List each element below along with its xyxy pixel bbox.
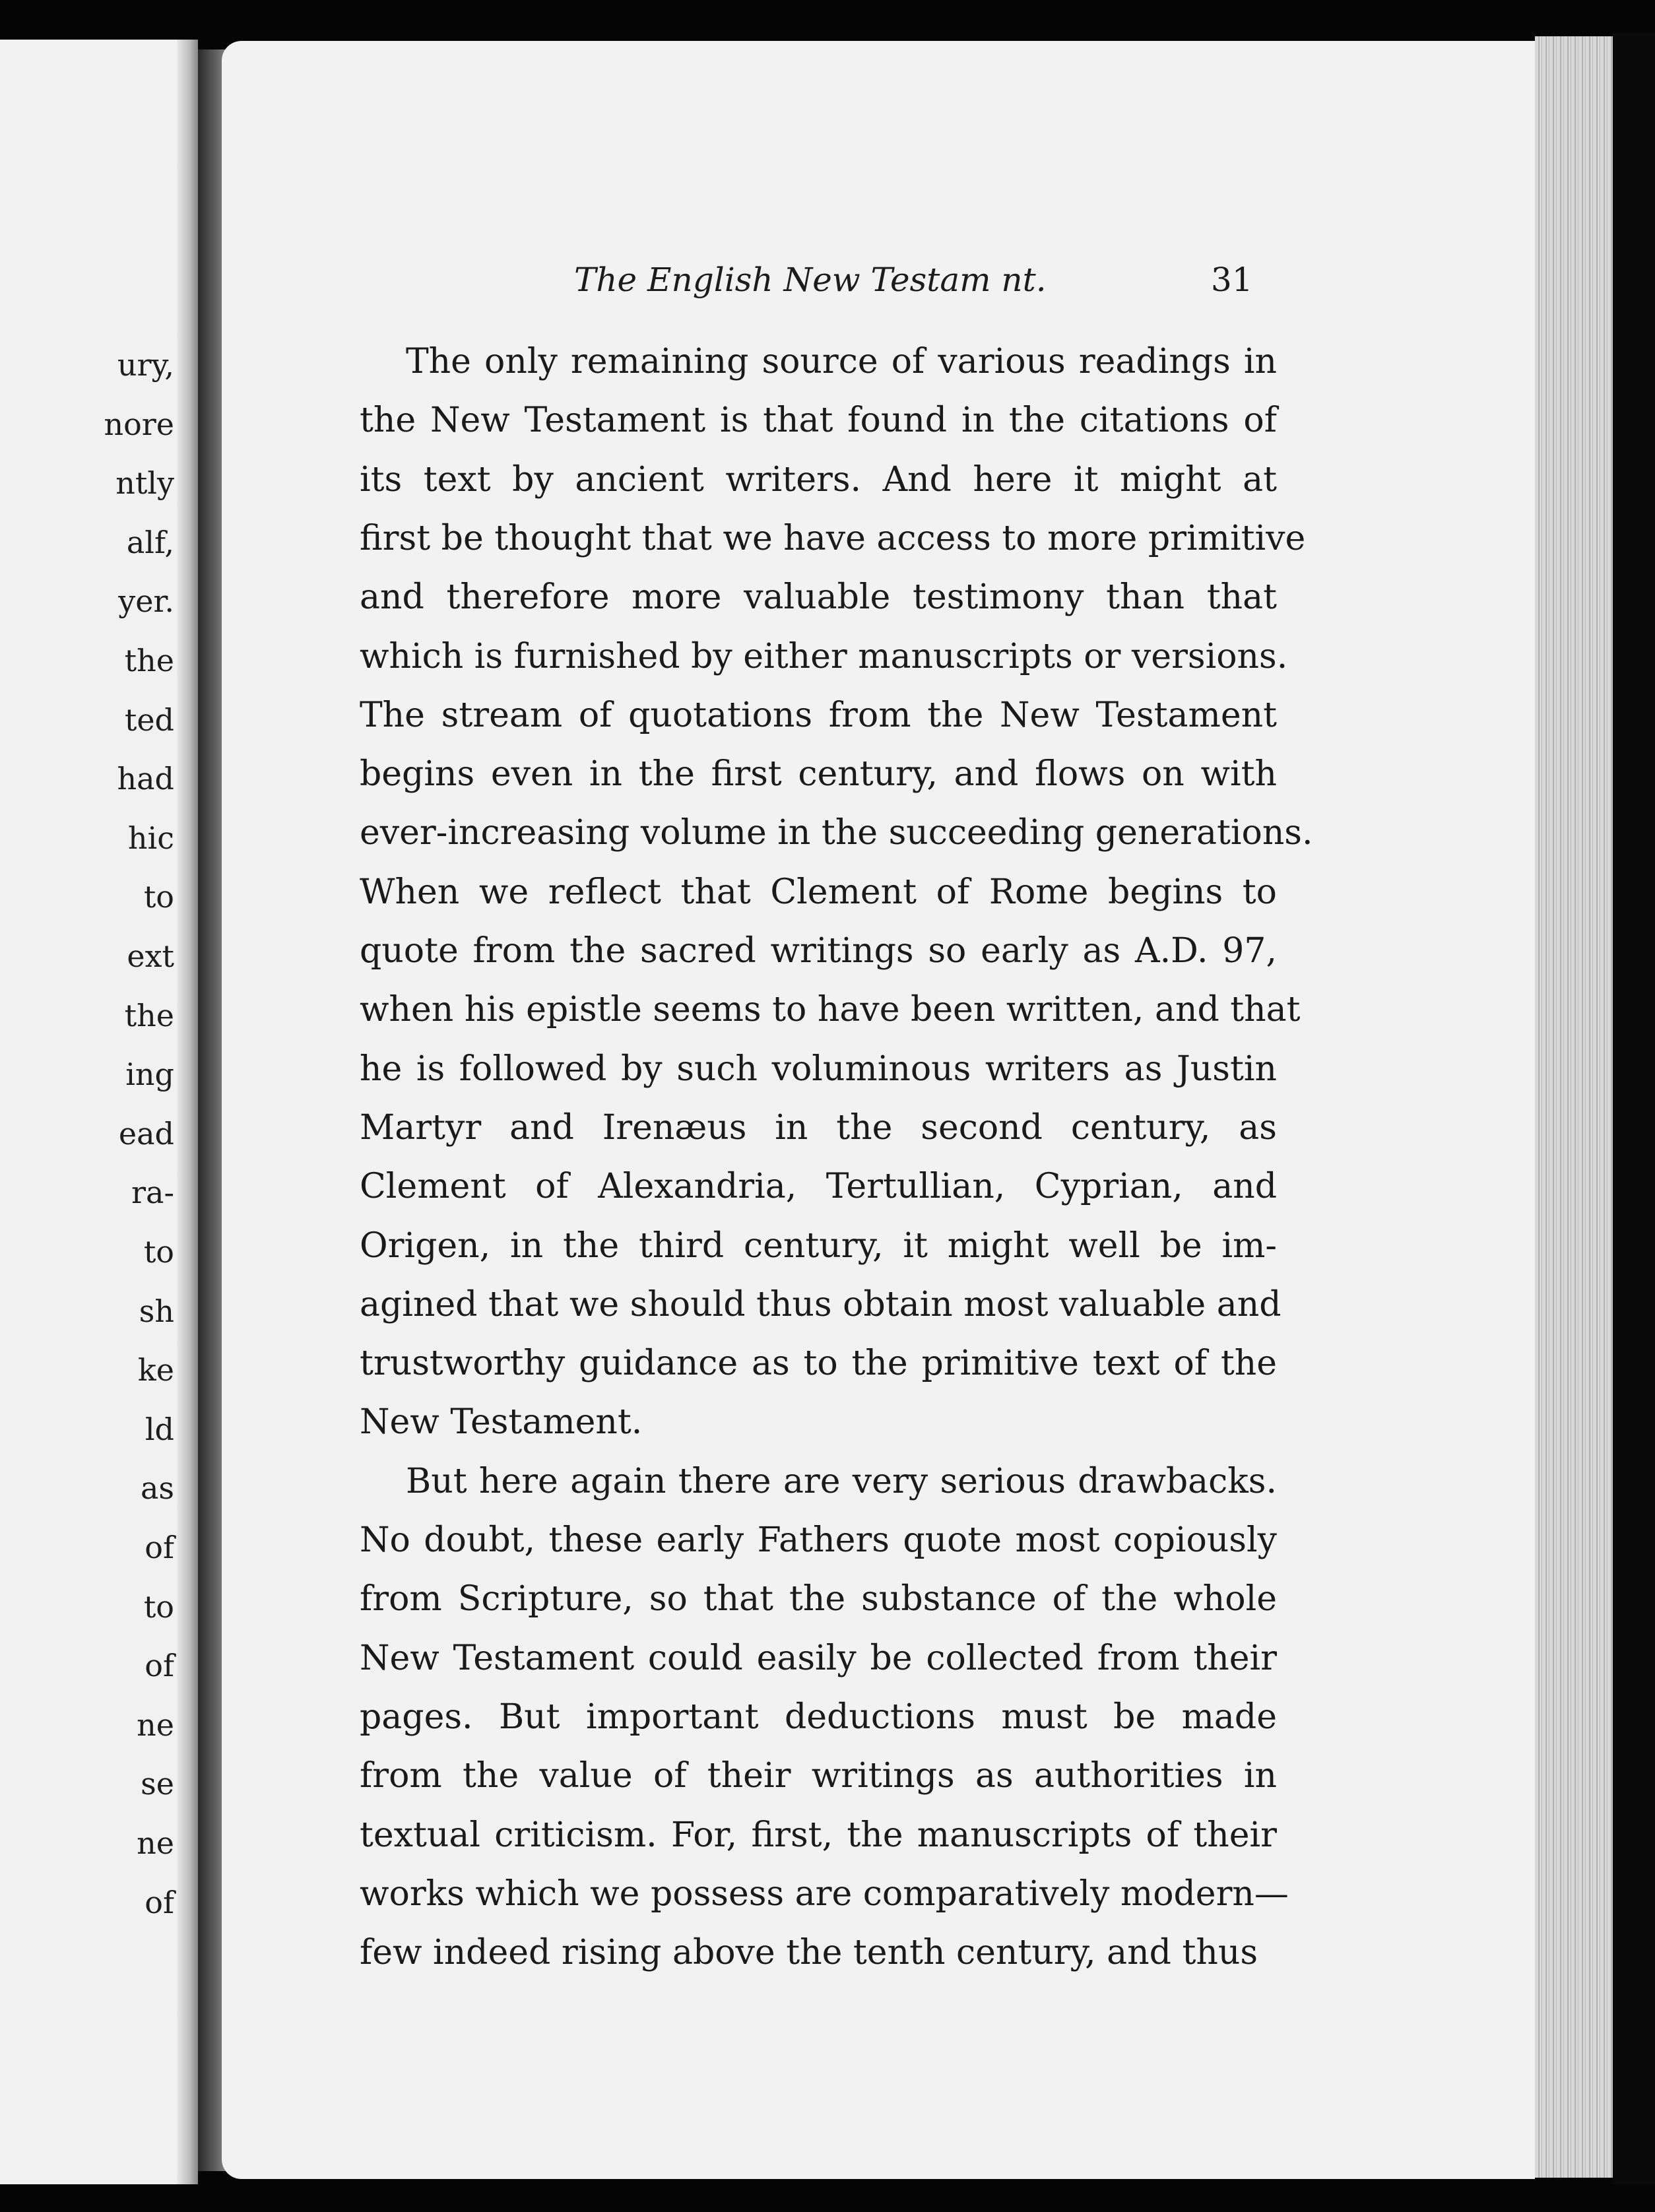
left-page-line-fragment: to: [143, 1588, 174, 1625]
left-page-line-fragment: ury,: [117, 347, 174, 383]
text-line: pages. But important deductions must be made: [360, 1697, 1277, 1737]
left-page-line-fragment: ntly: [115, 465, 174, 502]
text-line: its text by ancient writers. And here it might at: [360, 459, 1277, 500]
left-page-line-fragment: to: [143, 879, 174, 915]
left-page-line-fragment: ne: [137, 1707, 174, 1743]
text-line: works which we possess are comparatively modern—: [360, 1873, 1289, 1914]
left-page-line-fragment: as: [140, 1470, 174, 1507]
text-line: agined that we should thus obtain most valuable and: [360, 1284, 1282, 1324]
text-line: which is furnished by either manuscripts or versions.: [360, 636, 1288, 676]
text-line: few indeed rising above the tenth century, and thus: [360, 1933, 1258, 1973]
left-page-line-fragment: ext: [127, 938, 174, 974]
left-page-line-fragment: of: [145, 1530, 174, 1565]
left-page-line-fragment: ke: [137, 1352, 174, 1388]
text-line: When we reflect that Clement of Rome begins to: [360, 872, 1277, 912]
text-line: trustworthy guidance as to the primitive text of the: [360, 1344, 1277, 1384]
text-line: But here again there are very serious drawbacks.: [406, 1461, 1277, 1501]
text-line: first be thought that we have access to more primitive: [360, 518, 1306, 558]
left-page-line-fragment: alf,: [126, 524, 174, 560]
text-line: New Testament.: [360, 1402, 643, 1443]
left-page-line-fragment: the: [124, 643, 174, 678]
left-page-line-fragment: hic: [127, 820, 174, 856]
text-line: quote from the sacred writings so early as A.D. 97,: [360, 931, 1277, 971]
text-line: and therefore more valuable testimony than that: [360, 577, 1277, 618]
left-page-line-fragment: ld: [145, 1411, 174, 1447]
text-line: from the value of their writings as authorities in: [360, 1756, 1277, 1796]
left-page-line-fragment: ead: [118, 1115, 174, 1152]
text-line: New Testament could easily be collected from their: [360, 1638, 1277, 1678]
left-page-line-fragment: to: [143, 1234, 174, 1270]
page-number: 31: [1211, 261, 1253, 299]
text-line: Origen, in the third century, it might well be im-: [360, 1225, 1277, 1266]
text-line: The only remaining source of various readings in: [406, 342, 1277, 381]
text-line: Martyr and Irenæus in the second century, as: [360, 1107, 1277, 1148]
page-edges-shadow: [1613, 33, 1655, 2184]
text-line: The stream of quotations from the New Testament: [360, 695, 1277, 735]
left-page-gutter: [177, 40, 198, 2184]
left-page-line-fragment: of: [145, 1884, 174, 1920]
left-page-line-fragment: ra-: [131, 1175, 174, 1211]
page-edges: [1535, 36, 1613, 2178]
text-line: textual criticism. For, first, the manuscripts of their: [360, 1815, 1277, 1855]
left-page-line-fragment: nore: [104, 406, 174, 442]
text-line: the New Testament is that found in the citations of: [360, 401, 1277, 441]
text-line: when his epistle seems to have been written, and that: [360, 990, 1301, 1030]
text-line: begins even in the first century, and flows on with: [360, 754, 1277, 795]
left-page-line-fragment: ted: [124, 701, 174, 738]
left-page-line-fragment: of: [145, 1648, 174, 1684]
text-line: he is followed by such voluminous writers as Justin: [360, 1049, 1277, 1089]
left-page-line-fragment: se: [141, 1766, 174, 1802]
text-line: No doubt, these early Fathers quote most copiously: [360, 1520, 1277, 1560]
text-line: Clement of Alexandria, Tertullian, Cyprian, and: [360, 1167, 1277, 1207]
left-page-line-fragment: yer.: [118, 583, 174, 620]
running-head: The English New Testam nt.: [574, 261, 1047, 299]
left-page-line-fragment: had: [117, 761, 174, 797]
left-page: [0, 40, 198, 2184]
text-line: from Scripture, so that the substance of the whole: [360, 1579, 1277, 1619]
left-page-line-fragment: ne: [137, 1825, 174, 1861]
text-line: ever-increasing volume in the succeeding generations.: [360, 813, 1313, 853]
left-page-line-fragment: sh: [139, 1293, 174, 1329]
left-page-line-fragment: ing: [125, 1057, 174, 1093]
left-page-line-fragment: the: [124, 997, 174, 1033]
